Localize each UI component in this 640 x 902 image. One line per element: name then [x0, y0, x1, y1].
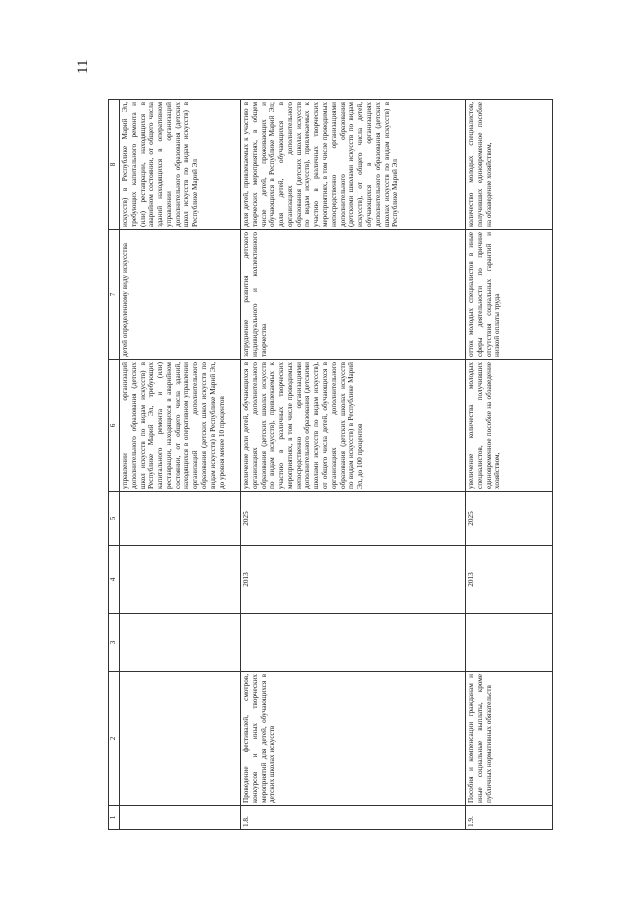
column-number-row [109, 100, 120, 830]
measure-name: Пособия и компенсации гражданам и иные социальные выплаты, кроме публичных нормативных обязательств [466, 672, 553, 806]
executor [466, 614, 553, 672]
row-number [120, 806, 241, 830]
column-header: 5 [109, 492, 120, 546]
expected-result: управлении организаций дополнительного образования (детских школ искусств по видам искусств) в Республике Марий Эл, требующих капитального ремонта и (или) реставрации, находящихся в аварийном состоянии, от общего числа зданий, находящихся в оперативном управлении организаций дополнительного образования (детских школ искусств по видам искусств) в Республике Марий Эл, до уровня менее 10 процентов [120, 360, 241, 492]
table-row [241, 100, 466, 830]
column-header: 3 [109, 614, 120, 672]
expected-result: увеличение доли детей, обучающихся в организациях дополнительного образования (детских школах искусств по видам искусств), привлекаемых к участию в различных творческих мероприятиях, в том числе проводимых непосредственно организациями дополнительного образования (детскими школами искусств по видам искусств), от общего числа детей, обучающихся в организациях дополнительного образования (детских школах искусств по видам искусств) в Республике Марий Эл, до 100 процентов [241, 360, 466, 492]
row-number: 1.8. [241, 806, 466, 830]
executor [241, 614, 466, 672]
program-measures-table [108, 99, 553, 830]
start-year: 2013 [466, 546, 553, 614]
table-row [466, 100, 553, 830]
column-header: 7 [109, 230, 120, 360]
non-implementation-consequences: отток молодых специалистов в иные сферы деятельности по причине отсутствия социальных гарантий и низкой оплаты труда [466, 230, 553, 360]
indicator-link: искусств) в Республике Марий Эл, требующих капитального ремонта и (или) реставрации, находящихся в аварийном состоянии, от общего числа зданий находящихся в оперативном управлении организаций дополнительного образования (детских школ искусств по видам искусств) в Республике Марий Эл [120, 100, 241, 230]
end-year: 2025 [466, 492, 553, 546]
indicator-link: доля детей, привлекаемых к участию в творческих мероприятиях, в общем числе детей, проживающих и обучающихся в Республике Марий Эл; доля детей, обучающихся в организациях дополнительного образования (детских школах искусств по видам искусств), привлекаемых к участию в различных творческих мероприятиях, в том числе проводимых непосредственно организациями дополнительного образования (детскими школами искусств по видам искусств), от общего числа детей, обучающихся в организациях дополнительного образования (детских школах искусств по видам искусств) в Республике Марий Эл [241, 100, 466, 230]
table-row [120, 100, 241, 830]
non-implementation-consequences: детей определенному виду искусства [120, 230, 241, 360]
measure-name: Проведение фестивалей, смотров, конкурсов и иных творческих мероприятий для детей, обучающихся в детских школах искусств [241, 672, 466, 806]
start-year: 2013 [241, 546, 466, 614]
page-number: 11 [75, 59, 91, 74]
start-year [120, 546, 241, 614]
end-year [120, 492, 241, 546]
rotated-page-content [108, 100, 553, 830]
measure-name [120, 672, 241, 806]
column-header: 6 [109, 360, 120, 492]
column-header: 2 [109, 672, 120, 806]
executor [120, 614, 241, 672]
column-header: 8 [109, 100, 120, 230]
row-number: 1.9. [466, 806, 553, 830]
indicator-link: количество молодых специалистов, получивших единовременное пособие на обзаведение хозяйством, [466, 100, 553, 230]
expected-result: увеличение количества молодых специалистов, получивших единовременное пособие на обзаведение хозяйством, [466, 360, 553, 492]
end-year: 2025 [241, 492, 466, 546]
column-header: 1 [109, 806, 120, 830]
column-header: 4 [109, 546, 120, 614]
non-implementation-consequences: затруднение развития детского индивидуального и коллективного творчества [241, 230, 466, 360]
